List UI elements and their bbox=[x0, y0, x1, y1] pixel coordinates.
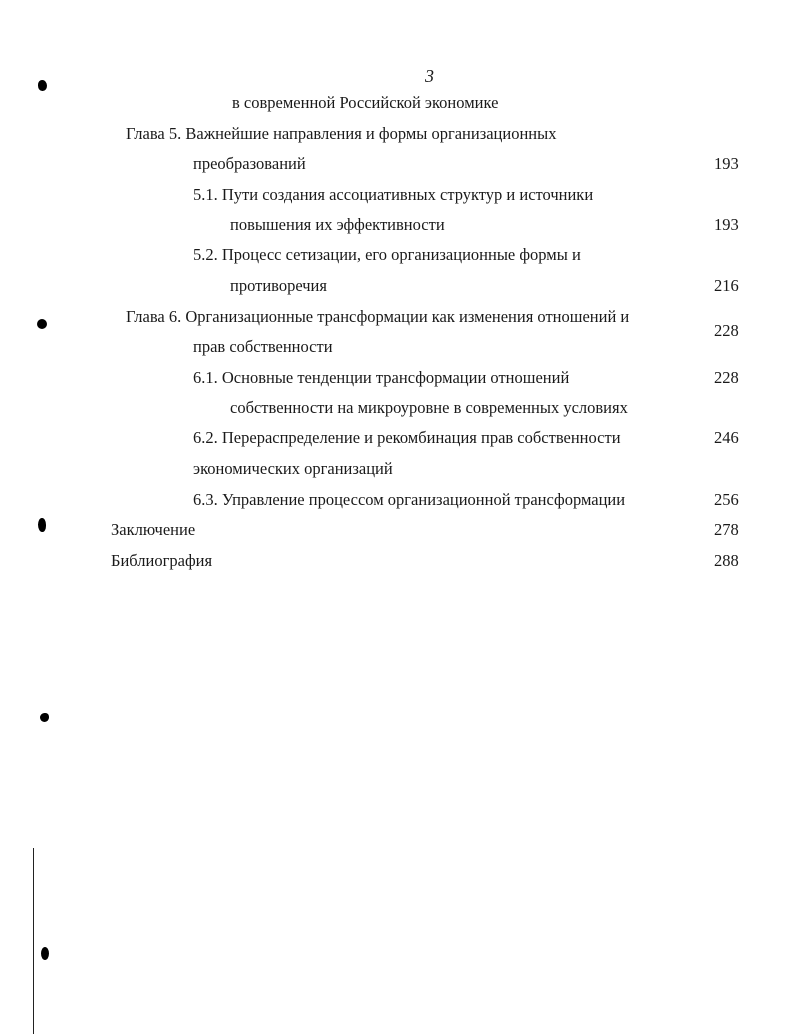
toc-section-6-2-title-cont: экономических организаций bbox=[193, 459, 393, 478]
scan-hole-mark bbox=[38, 80, 47, 91]
scan-hole-mark bbox=[37, 319, 47, 329]
toc-chapter-6-title-cont: прав собственности bbox=[193, 337, 333, 356]
scan-hole-mark bbox=[38, 518, 46, 532]
toc-bibliography-title: Библиография bbox=[111, 551, 213, 570]
toc-section-5-2-page: 216 bbox=[714, 276, 739, 295]
toc-section-5-1-page: 193 bbox=[714, 215, 739, 234]
toc-section-6-2-page: 246 bbox=[714, 428, 739, 447]
toc-section-5-2-title-cont: противоречия bbox=[230, 276, 327, 295]
toc-chapter-5-title: Глава 5. Важнейшие направления и формы организационных bbox=[126, 124, 557, 143]
page-number: 3 bbox=[425, 66, 434, 86]
toc-bibliography-page: 288 bbox=[714, 551, 739, 570]
toc-chapter-6-title: Глава 6. Организационные трансформации как изменения отношений и bbox=[126, 307, 630, 326]
toc-section-5-1-title: 5.1. Пути создания ассоциативных структур и источники bbox=[193, 185, 594, 204]
toc-section-6-1-page: 228 bbox=[714, 368, 739, 387]
toc-chapter-5-page: 193 bbox=[714, 154, 739, 173]
toc-section-5-1-title-cont: повышения их эффективности bbox=[230, 215, 445, 234]
toc-continuation-line: в современной Российской экономике bbox=[232, 93, 499, 112]
toc-section-6-3-page: 256 bbox=[714, 490, 739, 509]
scan-hole-mark bbox=[40, 713, 49, 722]
toc-section-6-1-title-cont: собственности на микроуровне в современных условиях bbox=[230, 398, 628, 417]
toc-conclusion-page: 278 bbox=[714, 520, 739, 539]
toc-conclusion-title: Заключение bbox=[111, 520, 196, 539]
toc-chapter-6-page: 228 bbox=[714, 321, 739, 340]
toc-chapter-5-title-cont: преобразований bbox=[193, 154, 306, 173]
toc-section-6-2-title: 6.2. Перераспределение и рекомбинация прав собственности bbox=[193, 428, 621, 447]
toc-section-6-1-title: 6.1. Основные тенденции трансформации отношений bbox=[193, 368, 570, 387]
toc-section-6-3-title: 6.3. Управление процессом организационной трансформации bbox=[193, 490, 626, 509]
toc-section-5-2-title: 5.2. Процесс сетизации, его организационные формы и bbox=[193, 245, 581, 264]
scan-hole-mark bbox=[41, 947, 49, 960]
scan-binding-line bbox=[33, 848, 34, 1034]
